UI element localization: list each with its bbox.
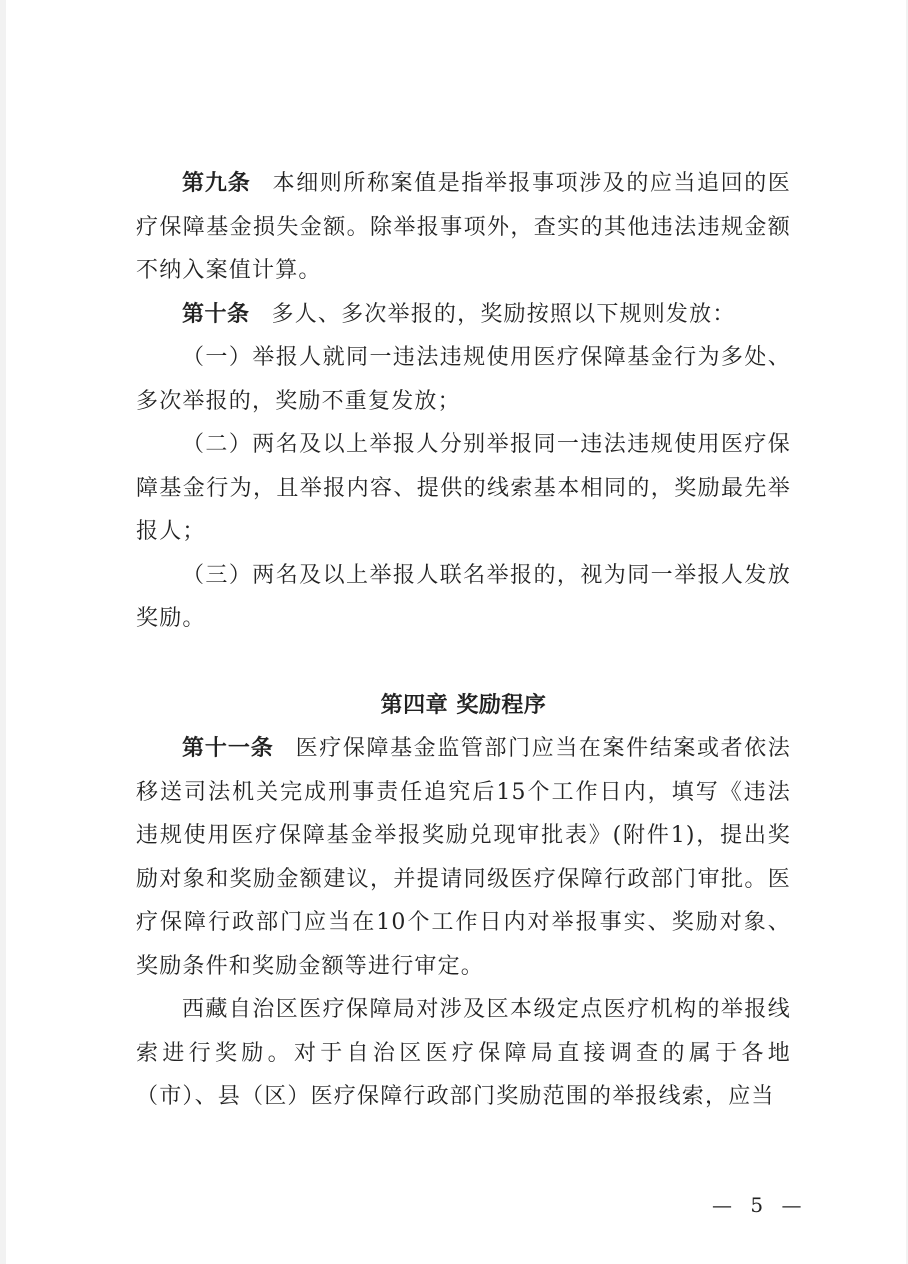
article-9-label: 第九条 — [182, 171, 251, 196]
article-11-paragraph-2: 西藏自治区医疗保障局对涉及区本级定点医疗机构的举报线索进行奖励。对于自治区医疗保障局直接调查的属于各地（市）、县（区）医疗保障行政部门奖励范围的举报线索，应当 — [136, 997, 791, 1109]
article-9-text: 本细则所称案值是指举报事项涉及的应当追回的医疗保障基金损失金额。除举报事项外，查实的其他违法违规金额不纳入案值计算。 — [136, 171, 791, 283]
chapter-4-title: 第四章 奖励程序 — [380, 692, 547, 718]
article-10-label: 第十条 — [182, 301, 250, 327]
article-11-text: 医疗保障基金监管部门应当在案件结案或者依法移送司法机关完成刑事责任追究后15个工作日内，填写《违法违规使用医疗保障基金举报奖励兑现审批表》(附件1)，提出奖励对象和奖励金额建议，并提请同级医疗保障行政部门审批。医疗保障行政部门应当在10个工作日内对举报事实、奖励对象、奖励条件和奖励金额等进行审定。 — [136, 736, 791, 979]
article-10-paragraph — [136, 293, 791, 337]
page-number: — 5 — — [712, 1193, 808, 1217]
document-body — [136, 162, 791, 1119]
article-11-label: 第十一条 — [182, 736, 274, 761]
article-9-paragraph — [136, 162, 791, 293]
article-10-item-1: （一）举报人就同一违法违规使用医疗保障基金行为多处、多次举报的，奖励不重复发放； — [136, 345, 791, 414]
document-page — [6, 0, 906, 1264]
article-10-item-3: （三）两名及以上举报人联名举报的，视为同一举报人发放奖励。 — [136, 562, 791, 631]
article-10-item-2: （二）两名及以上举报人分别举报同一违法违规使用医疗保障基金行为，且举报内容、提供的线索基本相同的，奖励最先举报人； — [136, 432, 791, 544]
article-10-text: 多人、多次举报的，奖励按照以下规则发放： — [271, 301, 736, 327]
article-11-paragraph — [136, 727, 791, 988]
